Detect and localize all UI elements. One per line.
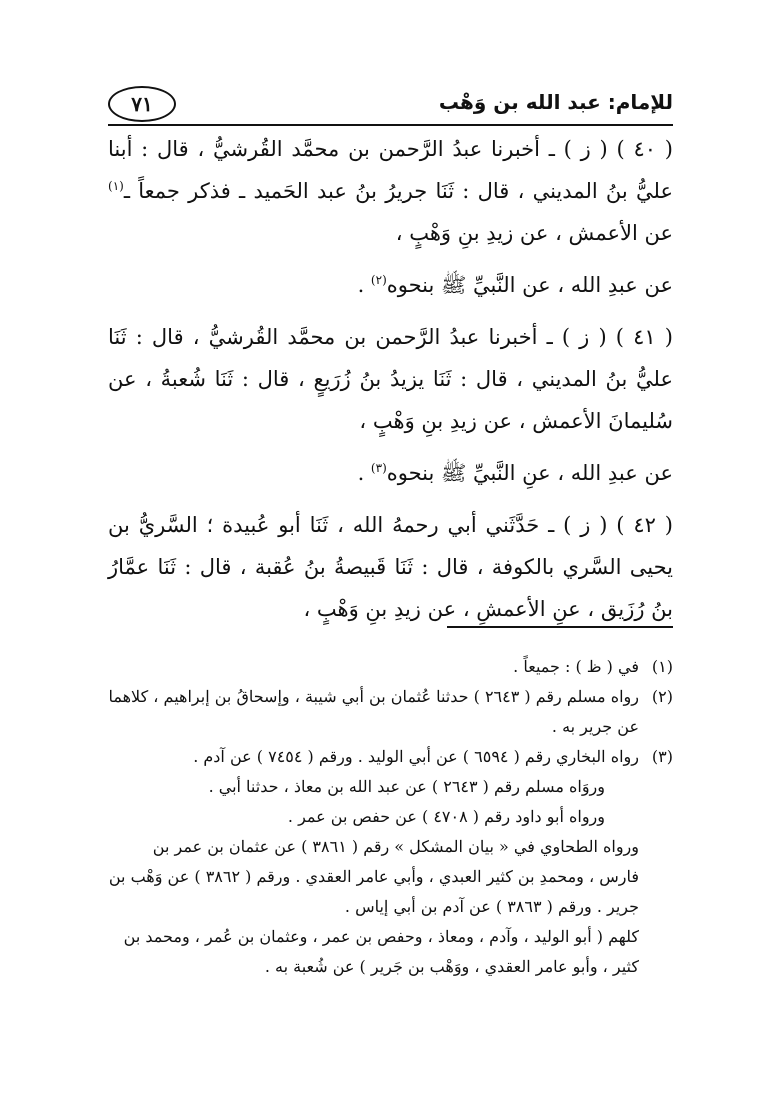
footnote-number: (٣): [651, 747, 673, 766]
page-header: [108, 84, 673, 126]
footnote-number: (١): [651, 657, 673, 676]
footnote-text: ورواه أبو داود رقم ( ٤٧٠٨ ) عن حفص بن عمر .: [287, 807, 605, 826]
paragraph-42: [108, 504, 673, 630]
footnote-text: رواه البخاري رقم ( ٦٥٩٤ ) عن أبي الوليد . ورقم ( ٧٤٥٤ ) عن آدم .: [193, 747, 639, 766]
footnote-separator: [447, 626, 673, 628]
paragraph-text: عن عبدِ الله ، عنِ النَّبيِّ ﷺ بنحوه: [386, 461, 673, 485]
footnote-text: في ( ظ ) : جميعاً .: [513, 657, 639, 676]
paragraph-text: .: [357, 461, 371, 485]
paragraph-40-matn: [108, 264, 673, 306]
footnote-text: ورواه الطحاوي في « بيان المشكل » رقم ( ٣٨٦١ ) عن عثمان بن عمر بن فارس ، ومحمدِ بن كثير العبدي ، وأبي عامر العقدي . ورقم ( ٣٨٦٢ ) عن وَهْب بن جرير . ورقم ( ٣٨٦٣ ) عن آدم بن أبي إياس .: [108, 837, 639, 916]
main-text: [108, 128, 673, 630]
footnote-number: (٢): [651, 687, 673, 706]
page-number: ٧١: [108, 86, 176, 122]
paragraph-text: ( ٤١ ) ( ز ) ـ أخبرنا عبدُ الرَّحمن بن محمَّد القُرشيُّ ، قال : ثَنَا عليُّ بنُ المديني ، قال : ثَنَا يزيدُ بنُ زُرَيعٍ ، قال : ثَنَا شُعبةُ ، عن سُليمانَ الأعمش ، عن زيدِ بنِ وَهْبٍ ،: [108, 325, 673, 433]
paragraph-text: .: [357, 273, 371, 297]
paragraph-41-matn: [108, 452, 673, 494]
footnote-text: رواه مسلم رقم ( ٢٦٤٣ ) حدثنا عُثمان بن أبي شيبة ، وإسحاقُ بن إبراهيم ، كلاهما عن جرير به .: [108, 687, 639, 736]
paragraph-40: [108, 128, 673, 254]
paragraph-text: عن الأعمش ، عن زيدِ بنِ وَهْبٍ ،: [395, 221, 673, 245]
footnote-text: كلهم ( أبو الوليد ، وآدم ، ومعاذ ، وحفص بن عمر ، وعثمان بن عُمر ، ومحمد بن كثير ، وأبو عامر العقدي ، ووَهْب بن جَرير ) عن شُعبة به .: [123, 927, 639, 976]
paragraph-41: [108, 316, 673, 442]
footnote-ref-2: (٢): [370, 273, 387, 287]
footnote-text: وروَاه مسلم رقم ( ٢٦٤٣ ) عن عبد الله بن معاذ ، حدثنا أبي .: [208, 777, 605, 796]
paragraph-text: عن عبدِ الله ، عن النَّبيِّ ﷺ بنحوه: [386, 273, 673, 297]
footnote-3-continued: [108, 832, 673, 982]
paragraph-text: ( ٤٠ ) ( ز ) ـ أخبرنا عبدُ الرَّحمن بن محمَّد القُرشيُّ ، قال : أبنا عليُّ بنُ المديني ، قال : ثَنَا جريرُ بنُ عبد الحَميد ـ فذكر جمعاً ـ: [108, 137, 673, 203]
paragraph-text: ( ٤٢ ) ( ز ) ـ حَدَّثَني أبي رحمهُ الله ، ثَنَا أبو عُبيدة ؛ السَّريُّ بن يحيى السَّري بالكوفة ، قال : ثَنَا قَبيصةُ بنُ عُقبة ، قال : ثَنَا عمَّارُ بنُ رُزَيق ، عنِ الأعمشِ ، عن زيدِ بنِ وَهْبٍ ،: [108, 513, 673, 621]
footnote-1: [108, 652, 673, 682]
footnote-3: [108, 742, 673, 832]
footnote-ref-3: (٣): [370, 461, 387, 475]
footnotes: [108, 652, 673, 982]
footnote-ref-1: (١): [108, 179, 124, 193]
footnote-2: [108, 682, 673, 742]
header-title: للإمام: عبد الله بن وَهْب: [438, 90, 673, 114]
